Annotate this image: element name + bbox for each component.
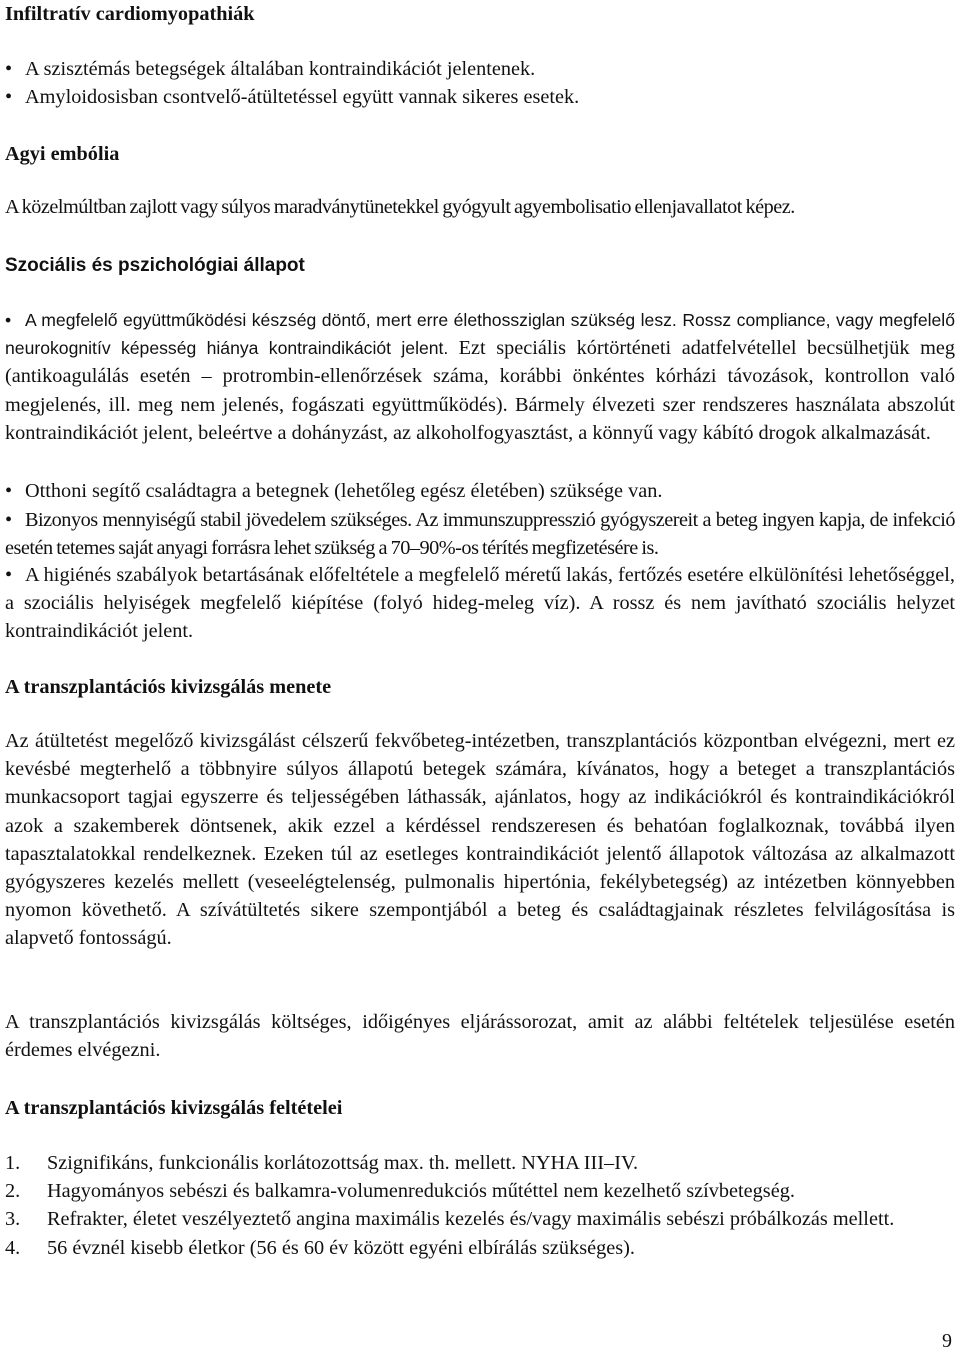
- heading-process: A transzplantációs kivizsgálás menete: [5, 676, 332, 698]
- bullet-icon: •: [5, 86, 13, 108]
- bullet-icon: •: [5, 480, 13, 502]
- bullet-icon: •: [5, 564, 13, 586]
- embolia-text: A közelmúltban zajlott vagy súlyos maradványtünetekkel gyógyult agyembolisatio ellenjavallatot képez.: [5, 196, 795, 218]
- list-item: • Otthoni segítő családtagra a betegnek (lehetőleg egész életében) szüksége van.: [5, 480, 663, 502]
- social-paragraph-4: • A higiénés szabályok betartásának előfeltétele a megfelelő méretű lakás, fertőzés esetére elkülönítési lehetőséggel, a szociális helyiségek megfelelő kiépítése (folyó hideg-meleg víz). A rossz és nem javítható szociális helyzet kontraindikációt jelent.: [5, 561, 955, 646]
- bullet-icon: •: [5, 58, 13, 80]
- list-item: 2. Hagyományos sebészi és balkamra-volumenredukciós műtéttel nem kezelhető szívbetegség.: [5, 1180, 795, 1203]
- list-item: 4. 56 évznél kisebb életkor (56 és 60 év között egyéni elbírálás szükséges).: [5, 1236, 635, 1259]
- list-item: 1. Szignifikáns, funkcionális korlátozottság max. th. mellett. NYHA III–IV.: [5, 1152, 639, 1174]
- list-item: 3. Refrakter, életet veszélyeztető angina maximális kezelés és/vagy maximális sebészi próbálkozás mellett.: [5, 1208, 895, 1231]
- list-item: • Amyloidosisban csontvelő-átültetéssel együtt vannak sikeres esetek.: [5, 86, 580, 108]
- heading-embolia: Agyi embólia: [5, 143, 120, 165]
- social-paragraph-1: • A megfelelő együttműködési készség döntő, mert erre élethossziglan szükség lesz. Rossz compliance, vagy megfelelő neurokognitív képesség hiánya kontraindikációt jelent. Ezt speciális kórtörténeti adatfelvétellel becsülhetjük meg (antikoagulálás esetén – protrombin-ellenőrzések száma, korábbi önkéntes kórházi távozások, kontrollon való megjelenés, ill. meg nem jelenés, fogászati együttműködés). Bármely élvezeti szer rendszeres használata abszolút kontraindikációt jelent, beleértve a dohányzást, az alkoholfogyasztást, a könnyű vagy kábító drogok alkalmazását.: [5, 306, 955, 447]
- list-item: • A szisztémás betegségek általában kontraindikációt jelentenek.: [5, 58, 536, 80]
- heading-infiltrative: Infiltratív cardiomyopathiák: [5, 3, 255, 25]
- heading-conditions: A transzplantációs kivizsgálás feltételei: [5, 1097, 343, 1119]
- process-paragraph-2: A transzplantációs kivizsgálás költséges, időigényes eljárássorozat, amit az alábbi feltételek teljesülése esetén érdemes elvégezni.: [5, 1011, 955, 1062]
- page-number: 9: [942, 1330, 952, 1352]
- bullet-icon: •: [5, 310, 12, 330]
- process-paragraph-1: Az átültetést megelőző kivizsgálást célszerű fekvőbeteg-intézetben, transzplantációs központban elvégezni, mert ez kevésbé megterhelő a többnyire súlyos állapotú betegek számára, kívánatos, hogy a beteget a transzplantációs munkacsoport tagjai egyszerre és teljességében láthassák, ajánlatos, hogy az indikációkról és kontraindikációkról azok a szakemberek döntsenek, akik ezzel a kérdéssel rendszeresen és behatóan foglalkoznak, továbbá ilyen tapasztalatokkal rendelkeznek. Ezeken túl az esetleges kontraindikációt jelentő állapotok változása az alkalmazott gyógyszeres kezelés mellett (veseelégtelenség, pulmonalis hipertónia, fekélybetegség) az intézetben könnyebben nyomon követhető. A szívátültetés sikere szempontjából a beteg és családtagjainak részletes felvilágosítása is alapvető fontosságú.: [5, 730, 955, 950]
- social-paragraph-3: • Bizonyos mennyiségű stabil jövedelem szükséges. Az immunszuppresszió gyógyszereit a beteg ingyen kapja, de infekció esetén tetemes saját anyagi forrásra lehet szükség a 70–90%-os térítés megfizetésére is.: [5, 506, 955, 562]
- heading-social: Szociális és pszichológiai állapot: [5, 255, 305, 276]
- bullet-icon: •: [5, 509, 12, 531]
- conditions-list: [5, 1149, 955, 1262]
